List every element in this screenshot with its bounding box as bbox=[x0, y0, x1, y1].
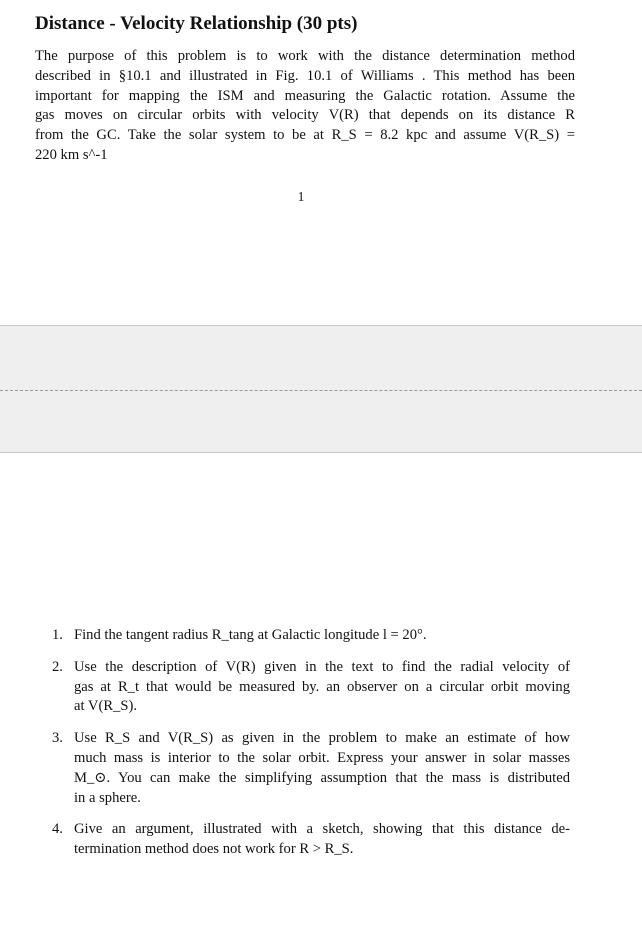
intro-line: from the GC. Take the solar system to be at R_S = 8.2 kpc and assume V(R_S) = bbox=[35, 127, 575, 144]
question-line: gas at R_t that would be measured by. an observer on a circular orbit moving bbox=[74, 678, 570, 695]
question-list bbox=[52, 626, 570, 872]
question-line: much mass is interior to the solar orbit. Express your answer in solar masses bbox=[74, 749, 570, 766]
problem-intro bbox=[35, 47, 575, 166]
question-number: 3. bbox=[52, 730, 63, 747]
intro-line: described in §10.1 and illustrated in Fig. 10.1 of Williams . This method has been bbox=[35, 67, 575, 84]
question-line: M_⊙. You can make the simplifying assumption that the mass is distributed bbox=[74, 769, 570, 786]
intro-line: important for mapping the ISM and measuring the Galactic rotation. Assume the bbox=[35, 87, 575, 104]
question-item bbox=[52, 658, 570, 717]
question-line: at V(R_S). bbox=[74, 698, 137, 715]
question-text bbox=[74, 729, 570, 808]
question-text bbox=[74, 658, 570, 717]
question-text bbox=[74, 626, 570, 646]
intro-line: gas moves on circular orbits with velocity V(R) that depends on its distance R bbox=[35, 107, 575, 124]
page-number: 1 bbox=[297, 189, 305, 204]
question-line: Use the description of V(R) given in the text to find the radial velocity of bbox=[74, 658, 570, 675]
question-line: in a sphere. bbox=[74, 789, 141, 806]
question-line: Use R_S and V(R_S) as given in the problem to make an estimate of how bbox=[74, 730, 570, 747]
question-number: 4. bbox=[52, 821, 63, 838]
question-line: Give an argument, illustrated with a sketch, showing that this distance de- bbox=[74, 821, 570, 838]
intro-line: 220 km s^-1 bbox=[35, 146, 108, 163]
intro-line: The purpose of this problem is to work with the distance determination method bbox=[35, 48, 575, 64]
question-text bbox=[74, 820, 570, 860]
question-line: Find the tangent radius R_tang at Galactic longitude l = 20°. bbox=[74, 627, 427, 643]
question-number: 2. bbox=[52, 658, 63, 675]
problem-title: Distance - Velocity Relationship (30 pts) bbox=[35, 13, 358, 34]
question-item bbox=[52, 729, 570, 808]
page-break-gap bbox=[0, 325, 642, 453]
page-1-bottom-region bbox=[0, 0, 642, 326]
question-line: termination method does not work for R > R_S. bbox=[74, 841, 354, 858]
question-item bbox=[52, 626, 570, 646]
question-item bbox=[52, 820, 570, 860]
question-number: 1. bbox=[52, 627, 63, 643]
page-break-divider bbox=[0, 390, 642, 391]
